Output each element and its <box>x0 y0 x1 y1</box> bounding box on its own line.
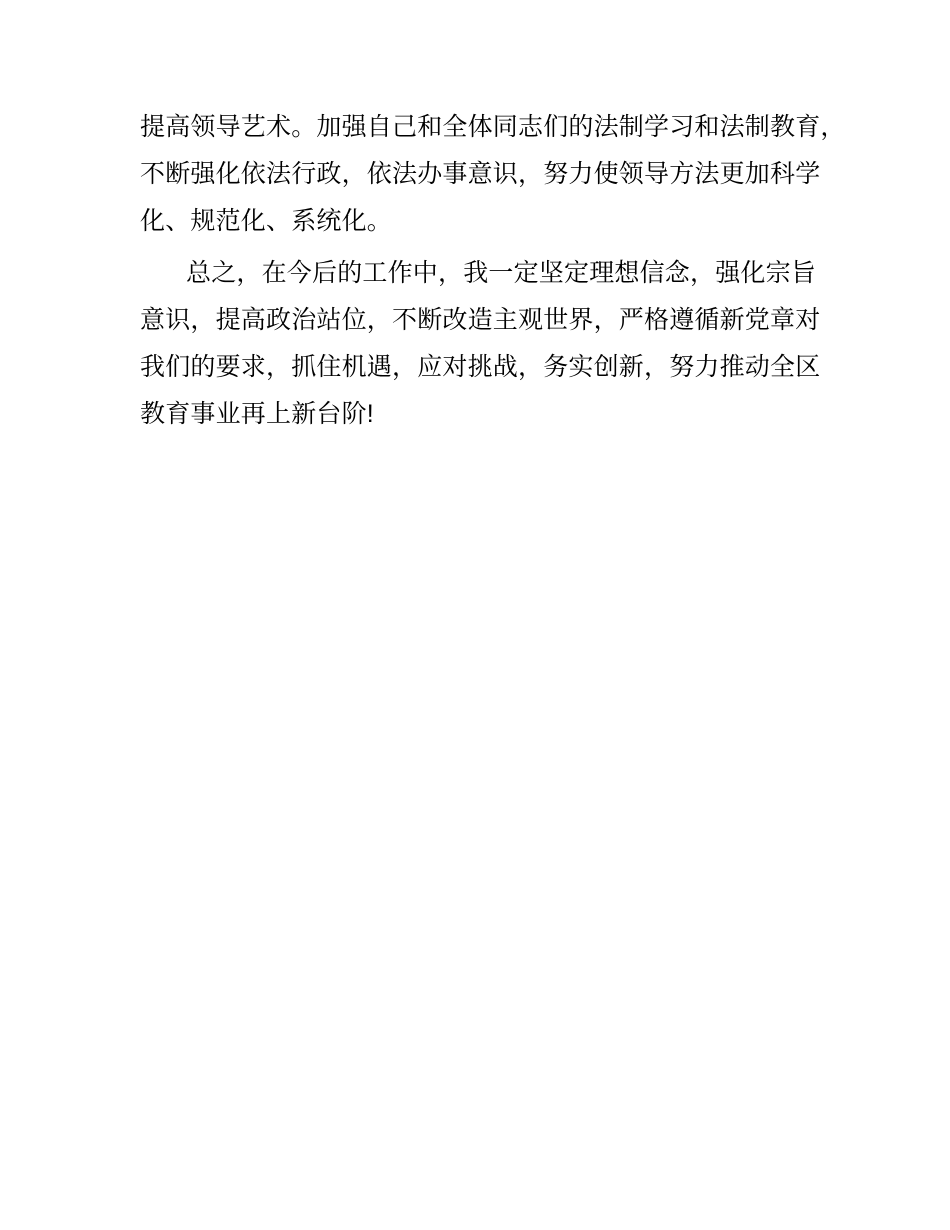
text-line: 我们的要求，抓住机遇，应对挑战，务实创新，努力推动全区 <box>140 353 821 381</box>
text-line: 意识，提高政治站位，不断改造主观世界，严格遵循新党章对 <box>140 306 821 334</box>
text-line: 总之，在今后的工作中，我一定坚定理想信念，强化宗旨 <box>186 259 817 287</box>
document-body <box>140 104 846 438</box>
text-line: 提高领导艺术。加强自己和全体同志们的法制学习和法制教育， <box>140 113 846 141</box>
text-line: 化、规范化、系统化。 <box>140 207 393 235</box>
paragraph <box>140 250 840 438</box>
text-line: 不断强化依法行政，依法办事意识，努力使领导方法更加科学 <box>140 160 821 188</box>
paragraph <box>140 104 846 245</box>
text-line: 教育事业再上新台阶! <box>140 400 374 428</box>
